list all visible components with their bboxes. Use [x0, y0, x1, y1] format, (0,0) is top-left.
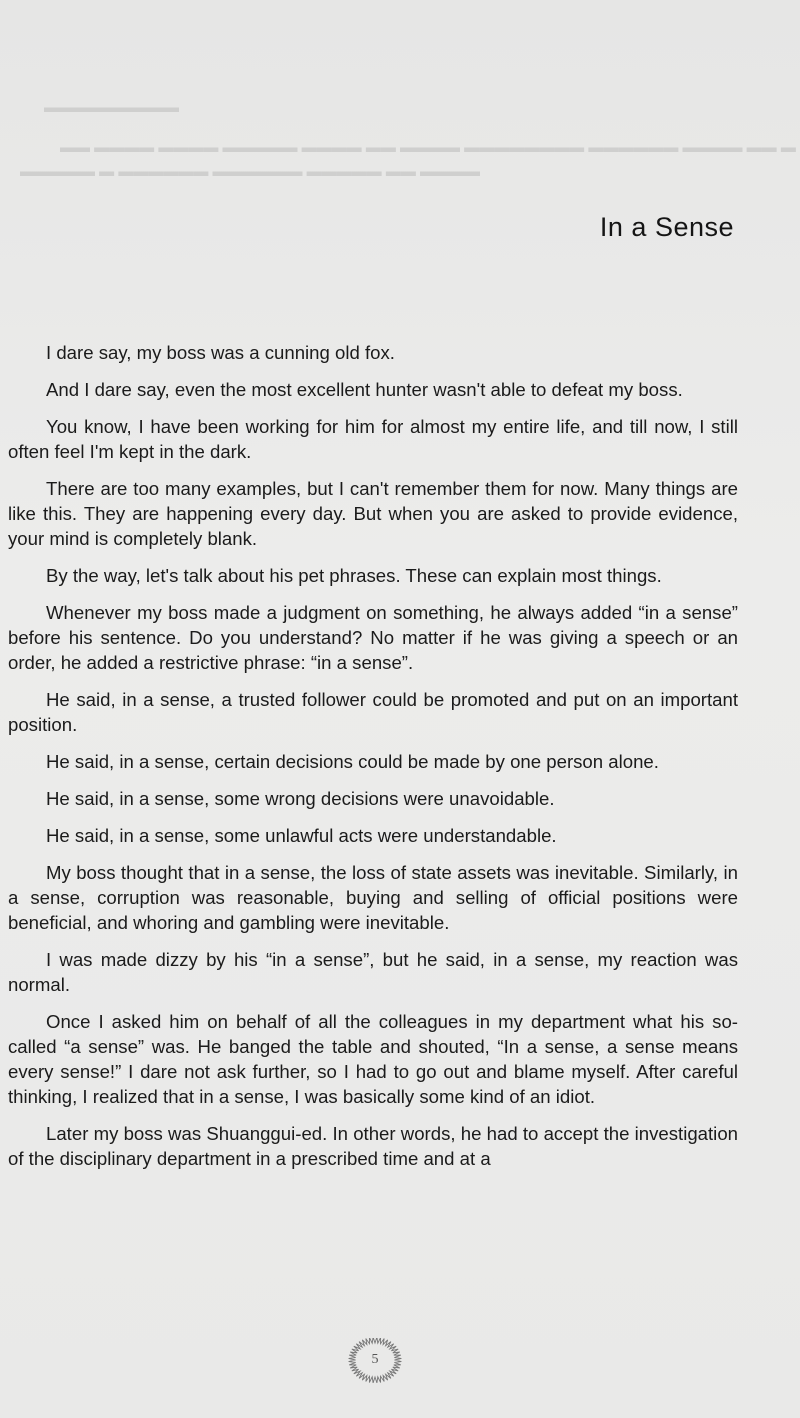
bleed-through-text: ▬▬▬▬▬▬▬▬▬ [44, 99, 179, 116]
paragraph: Whenever my boss made a judgment on something, he always added “in a sense” before his sentence. Do you understand? No matter if he was giving a speech or an order, he added a restrictive phrase: “in a sense”. [8, 602, 738, 673]
bleed-through-text: ▬▬ ▬▬▬▬ ▬▬▬▬ ▬▬▬▬▬ ▬▬▬▬ ▬▬ ▬▬▬▬ ▬▬▬▬▬▬▬▬ ▬▬▬▬▬▬ ▬▬▬▬ ▬▬ ▬ [60, 139, 796, 156]
paragraph: My boss thought that in a sense, the loss of state assets was inevitable. Similarly, in a sense, corruption was reasonable, buying and selling of official positions were beneficial, and whoring and gambling were inevitable. [8, 862, 738, 933]
page-number: 5 [371, 1352, 379, 1367]
page-number-ornament [335, 1338, 415, 1418]
paragraph: You know, I have been working for him for almost my entire life, and till now, I still often feel I'm kept in the dark. [8, 416, 738, 462]
paragraph: And I dare say, even the most excellent hunter wasn't able to defeat my boss. [46, 379, 683, 400]
paragraph: He said, in a sense, certain decisions could be made by one person alone. [46, 751, 659, 772]
paragraph: Later my boss was Shuanggui-ed. In other words, he had to accept the investigation of the disciplinary department in a prescribed time and at a [8, 1123, 738, 1169]
bleed-through-text: ▬▬▬▬▬ ▬ ▬▬▬▬▬▬ ▬▬▬▬▬▬ ▬▬▬▬▬ ▬▬ ▬▬▬▬ [20, 163, 481, 180]
chapter-title: In a Sense [599, 212, 734, 242]
paragraph: By the way, let's talk about his pet phrases. These can explain most things. [46, 565, 662, 586]
starburst-icon [335, 1338, 415, 1418]
paragraph: Once I asked him on behalf of all the colleagues in my department what his so-called “a sense” was. He banged the table and shouted, “In a sense, a sense means every sense!” I dare not ask further, so I had to go out and blame myself. After careful thinking, I realized that in a sense, I was basically some kind of an idiot. [8, 1011, 738, 1107]
paragraph: I was made dizzy by his “in a sense”, but he said, in a sense, my reaction was normal. [8, 949, 738, 995]
paragraph: There are too many examples, but I can't remember them for now. Many things are like this. They are happening every day. But when you are asked to provide evidence, your mind is completely blank. [8, 478, 738, 549]
paragraph: I dare say, my boss was a cunning old fox. [46, 342, 395, 363]
paragraph: He said, in a sense, some wrong decisions were unavoidable. [46, 788, 555, 809]
paragraph: He said, in a sense, a trusted follower could be promoted and put on an important position. [8, 689, 738, 735]
paragraph: He said, in a sense, some unlawful acts were understandable. [46, 825, 557, 846]
body-text [8, 340, 738, 1183]
